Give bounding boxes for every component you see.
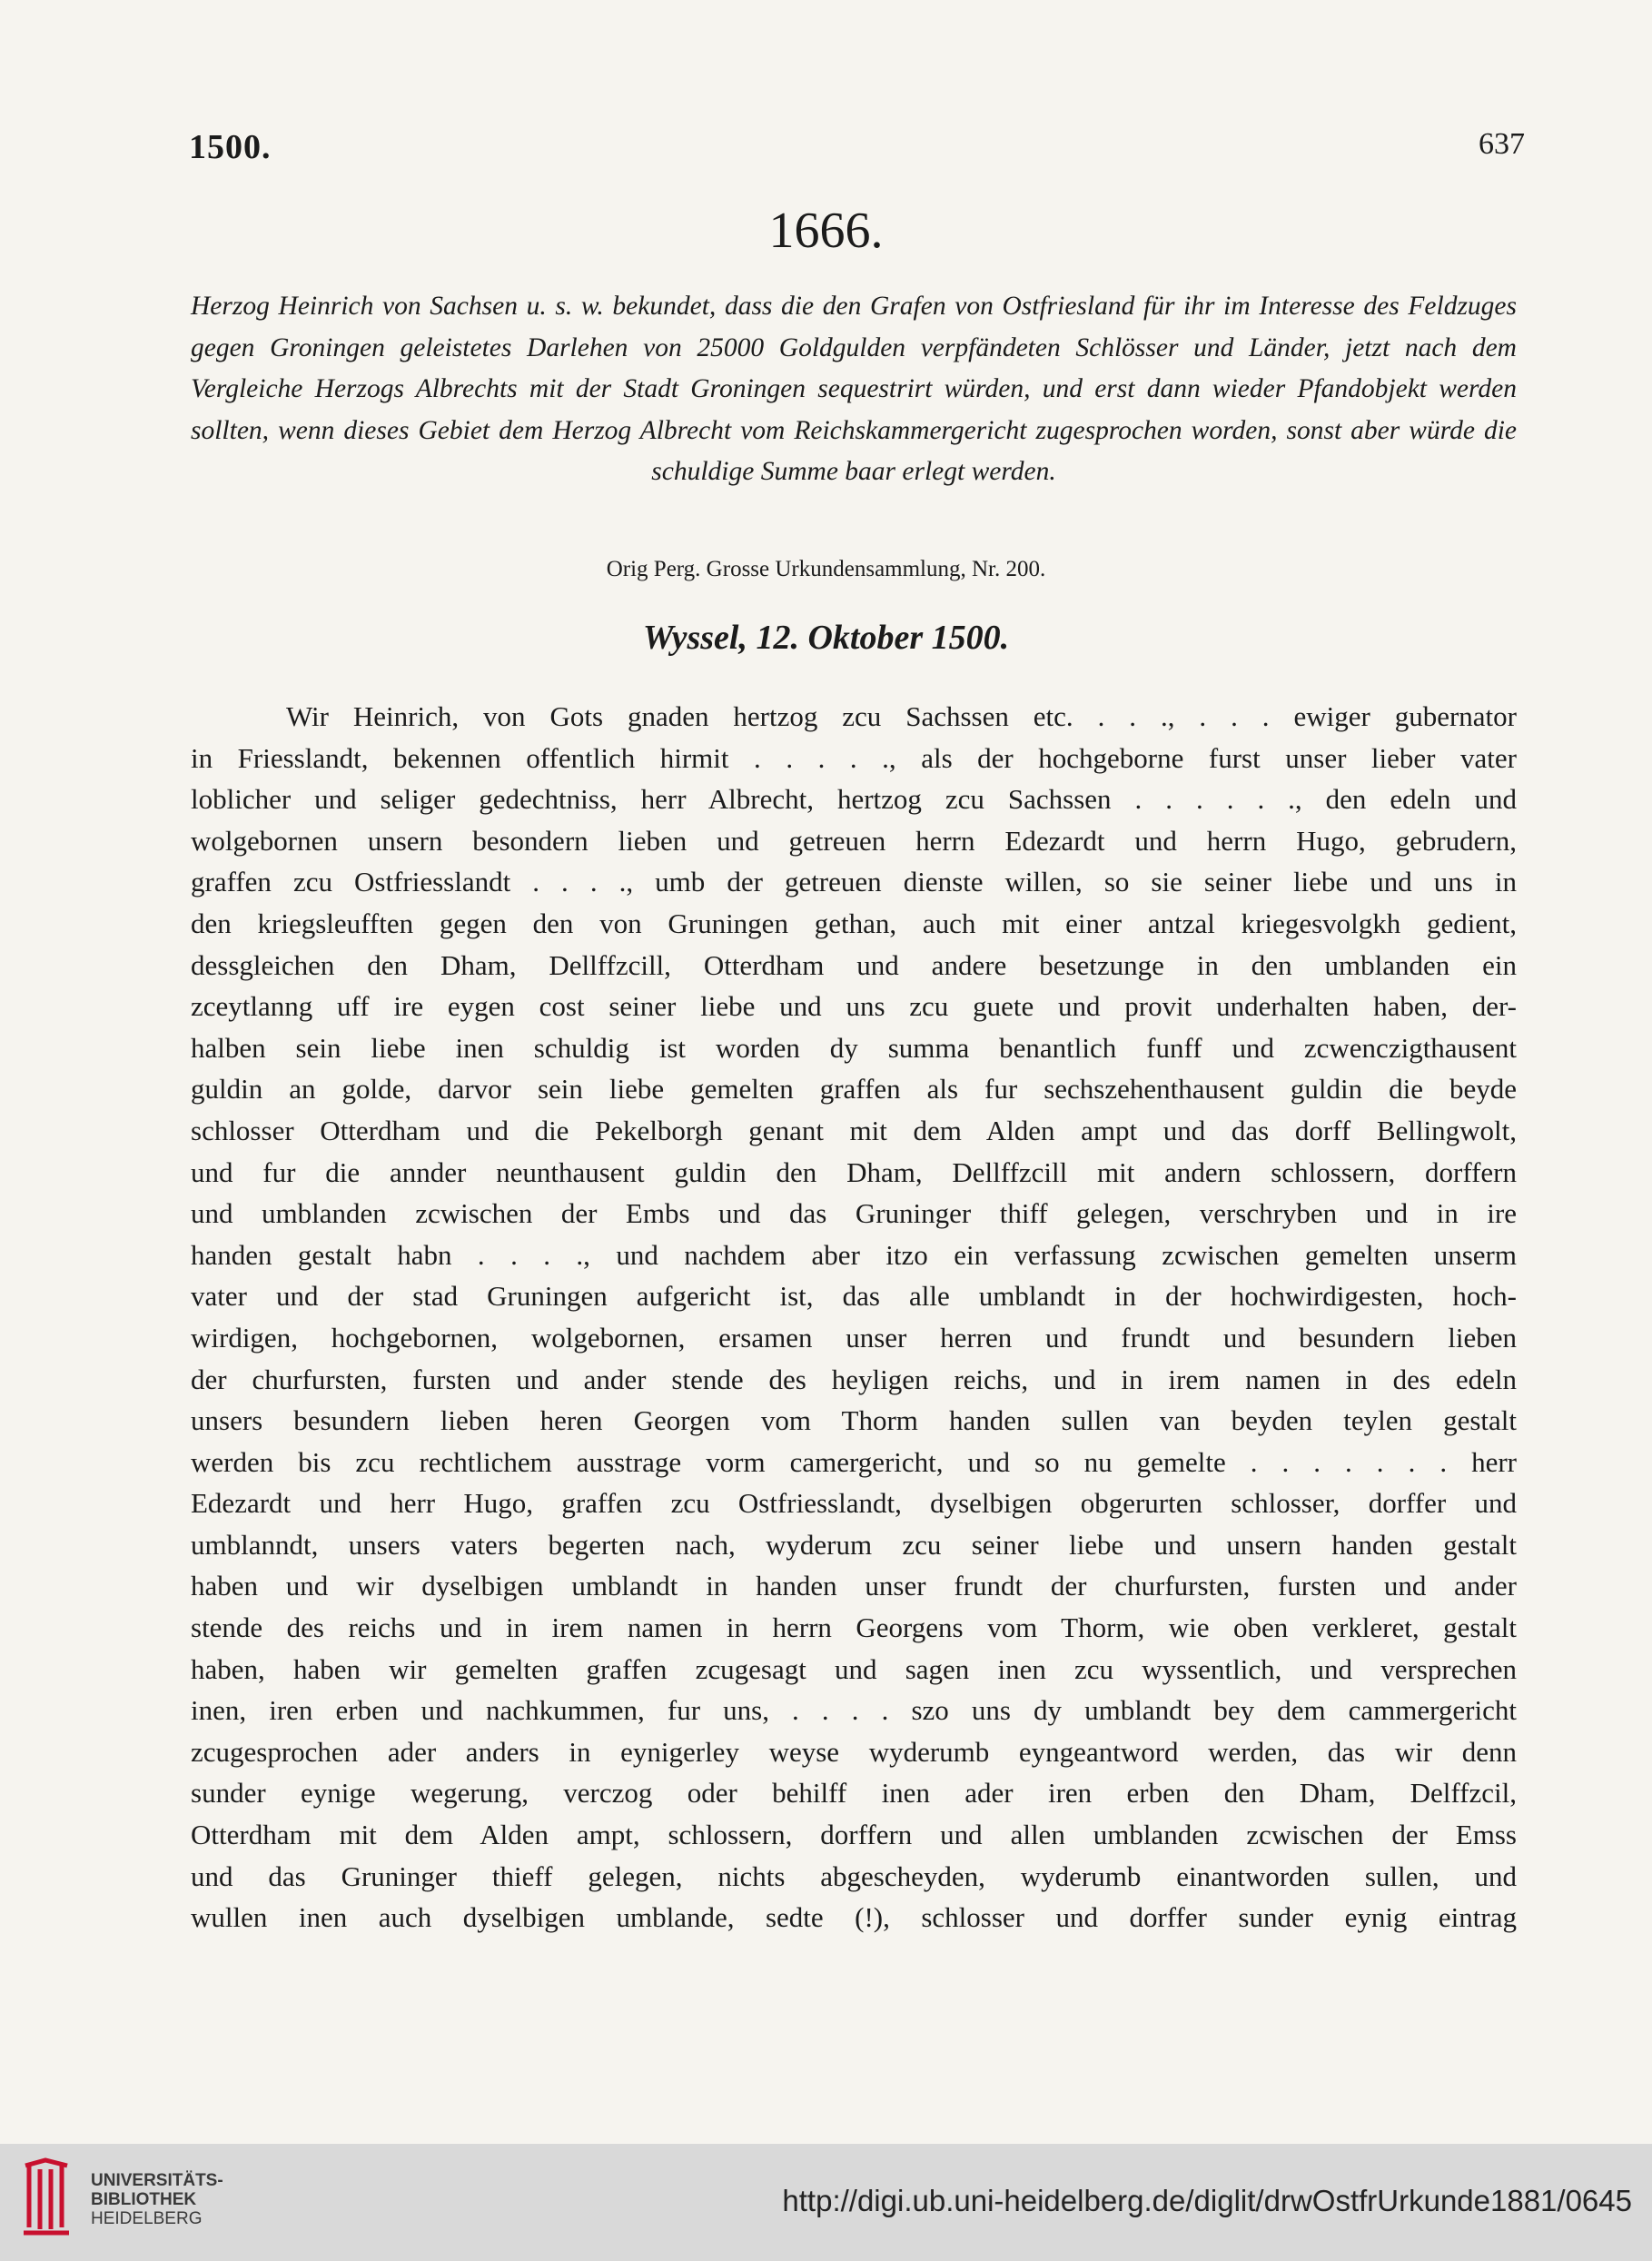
body-line: in Friesslandt, bekennen offentlich hirmit . . . . ., als der hochgeborne furst unser lieber vater xyxy=(191,741,1517,774)
library-name-line2: BIBLIOTHEK xyxy=(91,2190,197,2209)
body-line: zceytlanng uff ire eygen cost seiner liebe und uns zcu guete und provit underhalten haben, der- xyxy=(191,990,1517,1023)
viewer-footer-bar xyxy=(0,2144,1652,2261)
dateline: Wyssel, 12. Oktober 1500. xyxy=(642,619,1010,657)
body-line: haben, haben wir gemelten graffen zcugesagt und sagen inen zcu wyssentlich, und versprechen xyxy=(191,1652,1517,1685)
body-line: wirdigen, hochgebornen, wolgebornen, ersamen unser herren und frundt und besundern lieben xyxy=(191,1321,1517,1354)
body-line: wolgebornen unsern besondern lieben und getreuen herrn Edezardt und herrn Hugo, gebrudern, xyxy=(191,824,1517,857)
library-name-line3: HEIDELBERG xyxy=(91,2209,203,2228)
body-line: werden bis zcu rechtlichem ausstrage vorm camergericht, und so nu gemelte . . . . . . . herr xyxy=(191,1445,1517,1478)
body-line: handen gestalt habn . . . ., und nachdem aber itzo ein verfassung zcwischen gemelten unserm xyxy=(191,1238,1517,1271)
library-name xyxy=(91,2171,223,2228)
body-line: und das Gruninger thieff gelegen, nichts abgescheyden, wyderumb einantworden sullen, und xyxy=(191,1859,1517,1892)
body-line: loblicher und seliger gedechtniss, herr Albrecht, hertzog zcu Sachssen . . . . . ., den edeln und xyxy=(191,783,1517,816)
body-line: Otterdham mit dem Alden ampt, schlossern, dorffern und allen umblanden zcwischen der Emss xyxy=(191,1819,1517,1851)
body-line: stende des reichs und in irem namen in herrn Georgens vom Thorm, wie oben verkleret, gestalt xyxy=(191,1611,1517,1644)
body-line: halben sein liebe inen schuldig ist worden dy summa benantlich funff und zcwenczigthausent xyxy=(191,1031,1517,1064)
body-line: der churfursten, fursten und ander stende des heyligen reichs, und in irem namen in des edeln xyxy=(191,1363,1517,1395)
library-name-line1: UNIVERSITÄTS- xyxy=(91,2171,223,2190)
running-head-year: 1500. xyxy=(189,128,272,166)
page-number: 637 xyxy=(1479,127,1525,161)
body-line: haben und wir dyselbigen umblandt in handen unser frundt der churfursten, fursten und ander xyxy=(191,1570,1517,1602)
library-logo-icon xyxy=(18,2157,74,2238)
body-line: graffen zcu Ostfriesslandt . . . ., umb der getreuen dienste willen, so sie seiner liebe und uns in xyxy=(191,866,1517,898)
source-note: Orig Perg. Grosse Urkundensammlung, Nr. 200. xyxy=(606,557,1046,581)
body-line: und umblanden zcwischen der Embs und das Gruninger thiff gelegen, verschryben und in ire xyxy=(191,1197,1517,1230)
body-line: zcugesprochen ader anders in eynigerley weyse wyderumb eyngeantword werden, das wir denn xyxy=(191,1735,1517,1768)
body-line: Wir Heinrich, von Gots gnaden hertzog zcu Sachssen etc. . . ., . . . ewiger gubernator xyxy=(286,700,1517,732)
document-summary: Herzog Heinrich von Sachsen u. s. w. bekundet, dass die den Grafen von Ostfriesland für ihr im Interesse des Feldzuges gegen Groningen geleistetes Darlehen von 25000 Goldgulden verpfändeten Schlösser und Länder, jetzt nach dem Vergleiche Herzogs Albrechts mit der Stadt Groningen sequestrirt würden, und erst dann wieder Pfandobjekt werden sollten, wenn dieses Gebiet dem Herzog Albrecht vom Reichskammergericht zugesprochen worden, sonst aber würde die schuldige Summe baar erlegt werden. xyxy=(191,292,1517,486)
body-line: sunder eynige wegerung, verczog oder behilff inen ader iren erben den Dham, Delffzcil, xyxy=(191,1777,1517,1810)
body-line: Edezardt und herr Hugo, graffen zcu Ostfriesslandt, dyselbigen obgerurten schlosser, dorffer und xyxy=(191,1487,1517,1520)
body-line: und fur die annder neunthausent guldin den Dham, Dellffzcill mit andern schlossern, dorffern xyxy=(191,1155,1517,1188)
document-body xyxy=(191,696,1517,1939)
body-line: den kriegsleufften gegen den von Gruningen gethan, auch mit einer antzal kriegesvolgkh gedient, xyxy=(191,907,1517,939)
body-line: umblanndt, unsers vaters begerten nach, wyderum zcu seiner liebe und unsern handen gestalt xyxy=(191,1528,1517,1561)
body-line: guldin an golde, darvor sein liebe gemelten graffen als fur sechszehenthausent guldin die beyde xyxy=(191,1073,1517,1106)
document-number: 1666. xyxy=(768,203,884,259)
body-line: dessgleichen den Dham, Dellffzcill, Otterdham und andere besetzunge in den umblanden ein xyxy=(191,948,1517,981)
body-line: wullen inen auch dyselbigen umblande, sedte (!), schlosser und dorffer sunder eynig eintrag xyxy=(191,1901,1517,1934)
permalink-url[interactable]: http://digi.ub.uni-heidelberg.de/diglit/drwOstfrUrkunde1881/0645 xyxy=(782,2184,1632,2217)
body-line: vater und der stad Gruningen aufgericht ist, das alle umblandt in der hochwirdigesten, hoch- xyxy=(191,1280,1517,1313)
body-line: inen, iren erben und nachkummen, fur uns, . . . . szo uns dy umblandt bey dem cammergericht xyxy=(191,1694,1517,1727)
body-line: schlosser Otterdham und die Pekelborgh genant mit dem Alden ampt und das dorff Bellingwolt, xyxy=(191,1114,1517,1146)
body-line: unsers besundern lieben heren Georgen vom Thorm handen sullen van beyden teylen gestalt xyxy=(191,1404,1517,1437)
